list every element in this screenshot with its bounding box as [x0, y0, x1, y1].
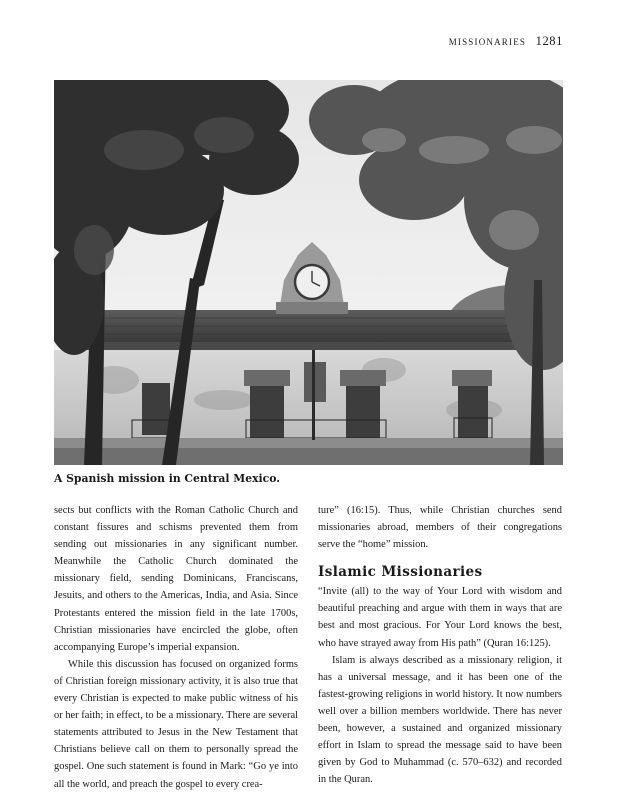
figure-caption: A Spanish mission in Central Mexico.: [54, 472, 280, 485]
mission-photo: [54, 80, 563, 465]
quran-quote: “Invite (all) to the way of Your Lord with wisdom and beautiful preaching and argue with them in ways that are best and most gracious. For Your Lord knows the best, who have strayed away from His path” (Quran 16:125).: [318, 586, 562, 649]
paragraph: Islam is always described as a missionary religion, it has a universal message, and it has been one of the fastest-growing religions in world history. It now numbers well over a billion members worldwide. There has never been, however, a sustained and organized missionary effort in Islam to spread the message said to have been given by God to Muhammad (c. 570–632) and recorded in the Quran.: [318, 654, 562, 786]
paragraph: While this discussion has focused on organized forms of Christian foreign missionary activity, it is also true that every Christian is expected to make public witness of his or her faith; in effect, to be a missionary. There are several statements attributed to Jesus in the New Testament that Christians believe call on them to personally spread the gospel. One such statement is found in Mark: “Go ye into all the world, and preach the gospel to every crea-: [54, 658, 298, 790]
left-column: [54, 502, 298, 793]
page-number: 1281: [535, 34, 563, 48]
section-heading: Islamic Missionaries: [318, 564, 483, 581]
paragraph: sects but conflicts with the Roman Catholic Church and constant fissures and schisms prevented them from sending out missionaries in any significant number. Meanwhile the Catholic Church dominated the missionary field, sending Dominicans, Franciscans, Jesuits, and others to the Americas, India, and Asia. Since Protestants entered the mission field in the late 1700s, Christian missionaries have encircled the globe, often accompanying Europe’s imperial expansion.: [54, 505, 298, 653]
right-column: [318, 502, 562, 788]
paragraph: ture” (16:15). Thus, while Christian churches send missionaries abroad, members of their congregations serve the “home” mission.: [318, 505, 562, 551]
running-head: [449, 34, 563, 49]
running-head-section: missionaries: [448, 34, 527, 48]
